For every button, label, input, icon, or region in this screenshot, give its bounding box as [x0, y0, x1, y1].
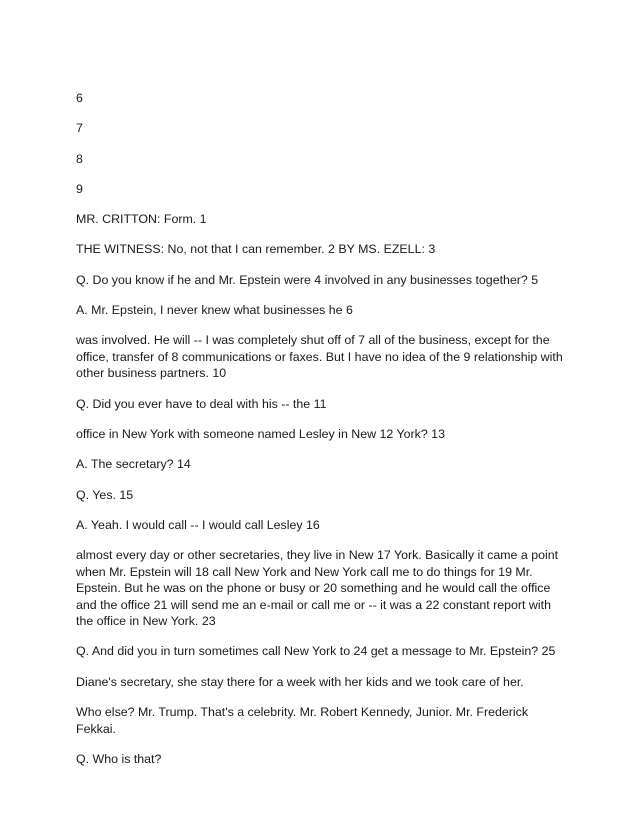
transcript-paragraph: A. Mr. Epstein, I never knew what businesses he 6: [76, 303, 353, 318]
transcript-paragraph: Q. Who is that?: [76, 751, 162, 766]
document-page: [76, 90, 566, 781]
transcript-paragraph: A. The secretary? 14: [76, 457, 191, 472]
transcript-paragraph: THE WITNESS: No, not that I can remember. 2 BY MS. EZELL: 3: [76, 242, 436, 257]
transcript-paragraph: MR. CRITTON: Form. 1: [76, 212, 207, 227]
transcript-paragraph: Q. Do you know if he and Mr. Epstein were 4 involved in any businesses together? 5: [76, 272, 539, 287]
line-number-8: 8: [76, 151, 83, 166]
transcript-paragraph: Diane's secretary, she stay there for a week with her kids and we took care of her.: [76, 674, 524, 689]
transcript-paragraph: office in New York with someone named Lesley in New 12 York? 13: [76, 426, 445, 441]
transcript-paragraph: Q. And did you in turn sometimes call New York to 24 get a message to Mr. Epstein? 25: [76, 644, 556, 659]
transcript-paragraph: almost every day or other secretaries, they live in New 17 York. Basically it came a point when Mr. Epstein will 18 call New York and New York call me to do things for 19 Mr. Epstein. But he was on the phone or busy or 20 something and he would call the office and the office 21 will send me an e-mail or call me or -- it was a 22 constant report with the office in New York. 23: [76, 548, 559, 629]
transcript-paragraph: Q. Yes. 15: [76, 487, 134, 502]
transcript-paragraph: A. Yeah. I would call -- I would call Lesley 16: [76, 517, 320, 532]
line-number-7: 7: [76, 121, 83, 136]
transcript-paragraph: Who else? Mr. Trump. That's a celebrity. Mr. Robert Kennedy, Junior. Mr. Frederick Fekkai.: [76, 705, 529, 736]
transcript-paragraph: was involved. He will -- I was completely shut off of 7 all of the business, except for the office, transfer of 8 communications or faxes. But I have no idea of the 9 relationship with other business partners. 10: [76, 333, 563, 381]
line-number-6: 6: [76, 91, 83, 105]
transcript-paragraph: Q. Did you ever have to deal with his -- the 11: [76, 396, 327, 411]
line-number-9: 9: [76, 181, 83, 196]
